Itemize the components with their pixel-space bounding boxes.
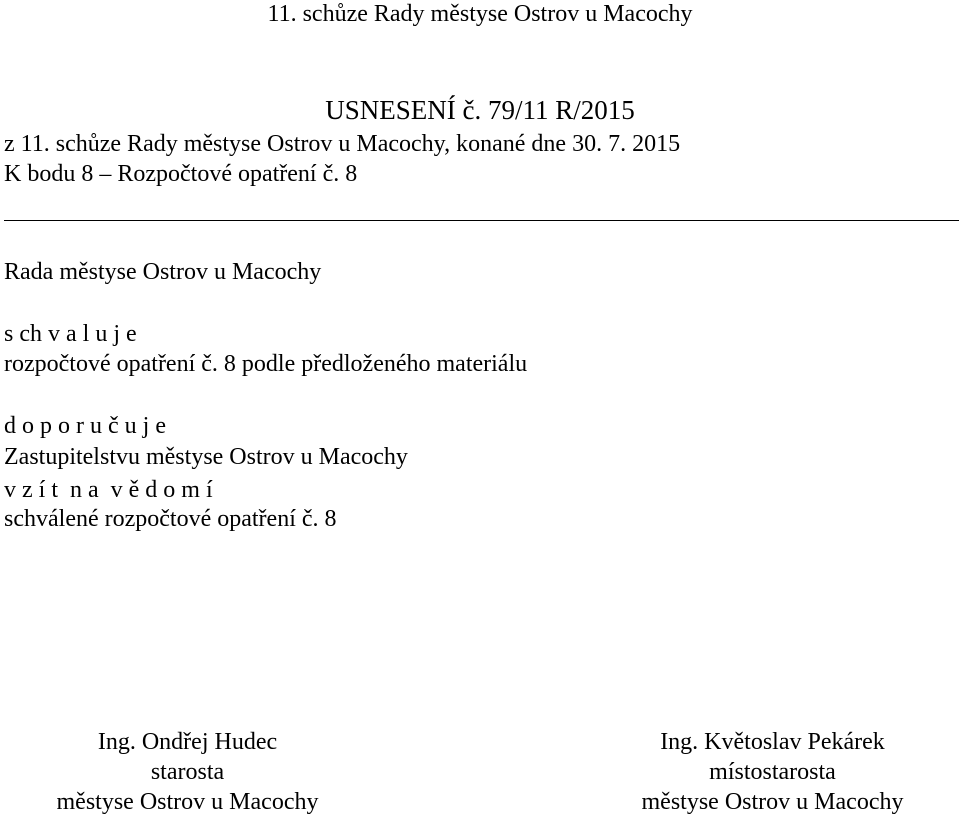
verb-approves: s ch v a l u j e xyxy=(4,321,137,347)
verb-acknowledge: v z í t n a v ě d o m í xyxy=(4,477,213,503)
signature-block-deputy-mayor xyxy=(585,727,960,817)
council-name: Rada městyse Ostrov u Macochy xyxy=(4,259,322,285)
signature-org: městyse Ostrov u Macochy xyxy=(641,789,904,815)
divider-line xyxy=(4,220,959,221)
document-header: 11. schůze Rady městyse Ostrov u Macochy xyxy=(267,1,693,27)
signature-role: místostarosta xyxy=(709,759,836,785)
signature-role: starosta xyxy=(150,759,225,785)
acknowledge-text: schválené rozpočtové opatření č. 8 xyxy=(4,506,337,532)
meeting-line: z 11. schůze Rady městyse Ostrov u Macochy, konané dne 30. 7. 2015 xyxy=(4,131,681,157)
signature-name: Ing. Květoslav Pekárek xyxy=(660,729,885,755)
verb-recommends: d o p o r u č u j e xyxy=(4,413,166,439)
signature-name: Ing. Ondřej Hudec xyxy=(97,729,278,755)
signature-block-mayor xyxy=(0,727,375,817)
recipient-text: Zastupitelstvu městyse Ostrov u Macochy xyxy=(4,444,408,470)
signature-org: městyse Ostrov u Macochy xyxy=(56,789,319,815)
agenda-item: K bodu 8 – Rozpočtové opatření č. 8 xyxy=(4,161,358,187)
approved-text: rozpočtové opatření č. 8 podle předloženého materiálu xyxy=(4,351,528,377)
resolution-title: USNESENÍ č. 79/11 R/2015 xyxy=(325,95,635,125)
